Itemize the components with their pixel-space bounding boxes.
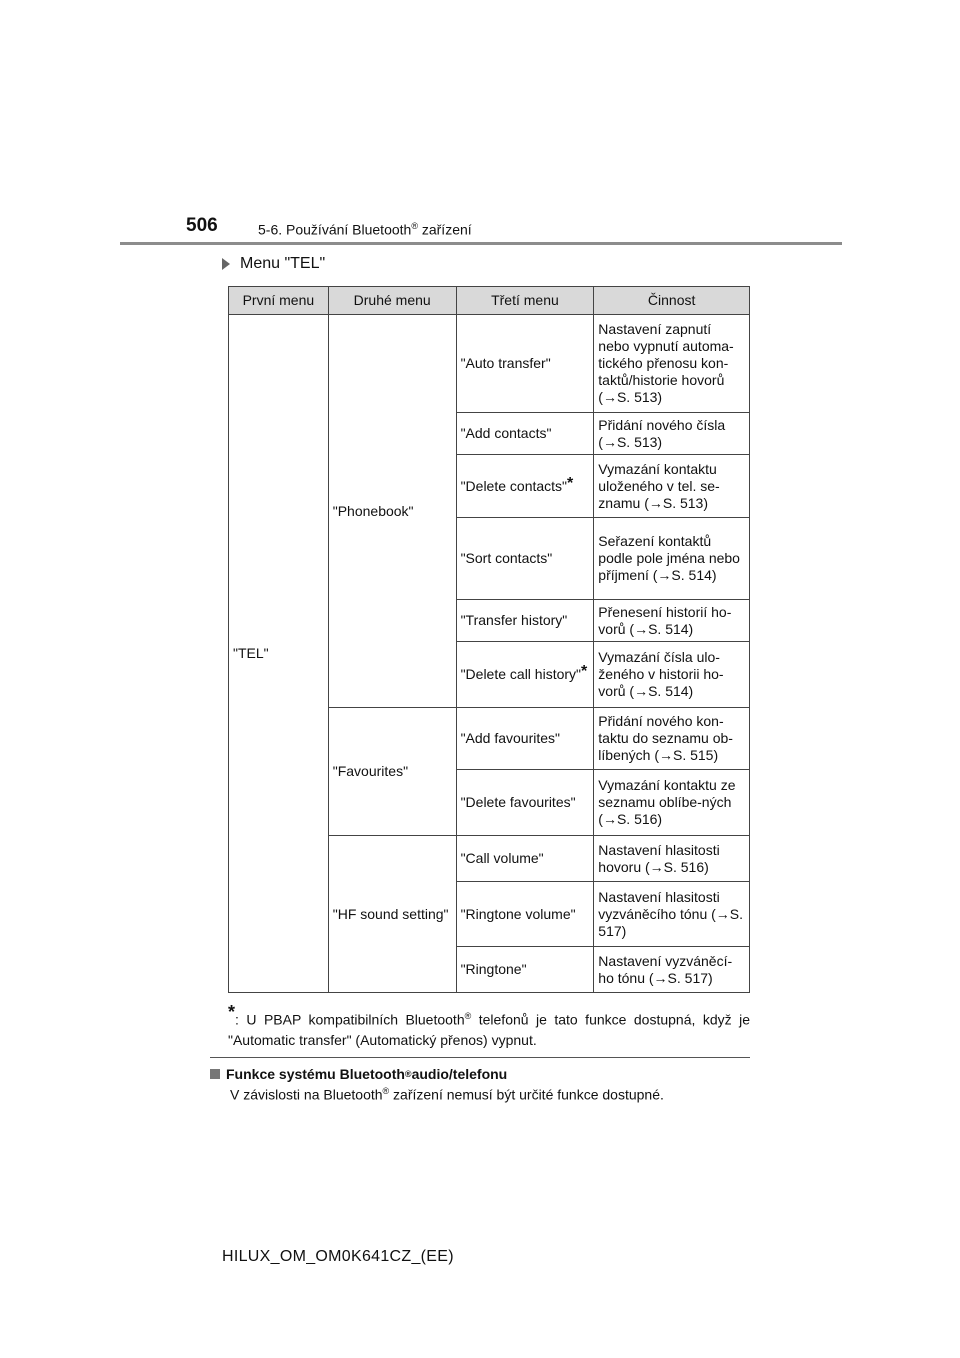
column-header: Druhé menu [328, 287, 456, 315]
third-menu-cell: "Transfer history" [456, 600, 594, 642]
third-menu-cell: "Call volume" [456, 836, 594, 882]
second-menu-cell: "HF sound setting" [328, 836, 456, 993]
table-row [229, 315, 750, 413]
chapter-title: 5-6. Používání Bluetooth® zařízení [258, 221, 472, 238]
square-bullet-icon [210, 1069, 220, 1079]
column-header: Třetí menu [456, 287, 594, 315]
third-menu-cell: "Auto transfer" [456, 315, 594, 413]
third-menu-cell: "Ringtone" [456, 947, 594, 993]
footnote-marker: * [567, 474, 574, 492]
page-number: 506 [186, 215, 218, 236]
first-menu-cell: "TEL" [229, 315, 329, 993]
action-cell: Seřazení kontaktů podle pole jména nebo příjmení (→S. 514) [594, 518, 750, 600]
info-title: Funkce systému Bluetooth ® audio/telefonu [210, 1066, 507, 1082]
third-menu-cell: "Add favourites" [456, 708, 594, 770]
footnote-marker: * [581, 663, 588, 680]
action-cell: Přenesení historií ho-vorů (→S. 514) [594, 600, 750, 642]
section-heading: Menu "TEL" [222, 255, 325, 273]
action-cell: Nastavení hlasitosti vyzváněcího tónu (→S. 517) [594, 882, 750, 947]
action-cell: Vymazání kontaktu uloženého v tel. se-znamu (→S. 513) [594, 455, 750, 518]
section-divider [210, 1057, 750, 1058]
third-menu-cell: "Delete call history"* [456, 642, 594, 708]
action-cell: Nastavení hlasitosti hovoru (→S. 516) [594, 836, 750, 882]
info-text: V závislosti na Bluetooth® zařízení nemusí být určité funkce dostupné. [230, 1086, 664, 1103]
registered-mark: ® [411, 221, 418, 231]
column-header: Činnost [594, 287, 750, 315]
third-menu-cell: "Add contacts" [456, 413, 594, 455]
third-menu-cell: "Delete contacts"* [456, 455, 594, 518]
column-header: První menu [229, 287, 329, 315]
action-cell: Vymazání čísla ulo-ženého v historii ho-vorů (→S. 514) [594, 642, 750, 708]
action-cell: Přidání nového čísla (→S. 513) [594, 413, 750, 455]
header-divider [120, 242, 842, 245]
action-cell: Nastavení vyzváněcí-ho tónu (→S. 517) [594, 947, 750, 993]
action-cell: Vymazání kontaktu ze seznamu oblíbe-ných (→S. 516) [594, 770, 750, 836]
footnote: *: U PBAP kompatibilních Bluetooth® telefonů je tato funkce dostupná, když je "Automatic transfer" (Automatický přenos) vypnut. [228, 1002, 750, 1048]
second-menu-cell: "Phonebook" [328, 315, 456, 708]
triangle-bullet-icon [222, 258, 230, 270]
third-menu-cell: "Sort contacts" [456, 518, 594, 600]
footnote-marker: * [228, 1002, 236, 1022]
tel-menu-table [228, 286, 750, 993]
action-cell: Přidání nového kon-taktu do seznamu ob-líbených (→S. 515) [594, 708, 750, 770]
third-menu-cell: "Delete favourites" [456, 770, 594, 836]
table-header-row [229, 287, 750, 315]
third-menu-cell: "Ringtone volume" [456, 882, 594, 947]
document-code-footer: HILUX_OM_OM0K641CZ_(EE) [222, 1248, 454, 1265]
second-menu-cell: "Favourites" [328, 708, 456, 836]
action-cell: Nastavení zapnutí nebo vypnutí automa-tického přenosu kon-taktů/historie hovorů (→S. 513) [594, 315, 750, 413]
